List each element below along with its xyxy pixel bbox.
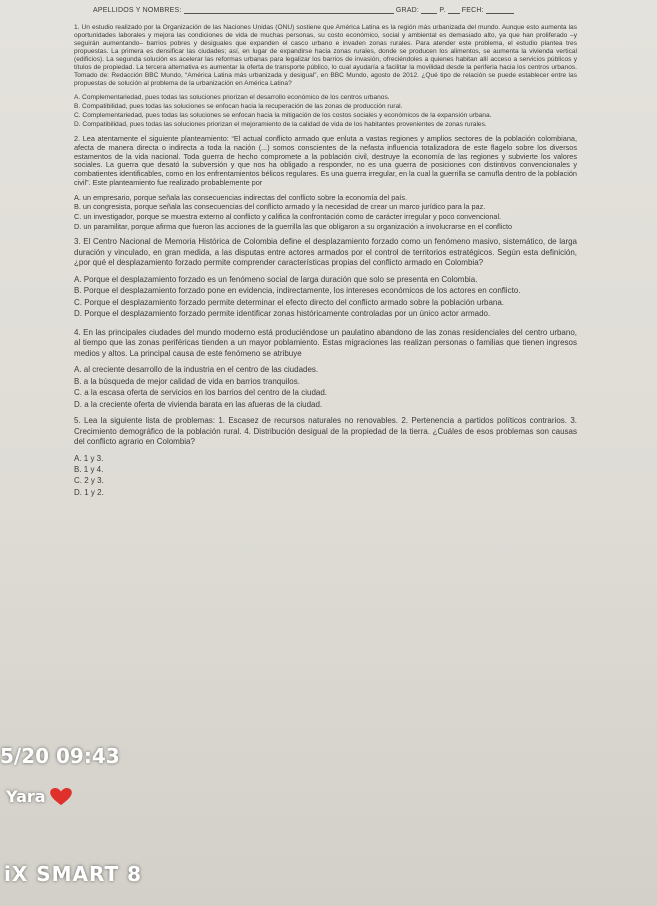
grade-blank	[421, 7, 437, 14]
option-c: C. Porque el desplazamiento forzado permite determinar el efecto directo del conflicto armado sobre la población urbana.	[74, 297, 505, 307]
question-4	[74, 328, 577, 411]
question-text: 1. Un estudio realizado por la Organización de las Naciones Unidas (ONU) sostiene que América Latina es la región más urbanizada del mundo. Aunque esto aumenta las oportunidades laborales y mejora las condiciones de vida de muchas personas, su costo económico, social y ambiental es demasiado alto, ya que han proliferado –y seguirán aumentando– barrios pobres y desiguales que expanden el casco urbano e invaden zonas rurales. Para atender este problema, el estudio plantea tres propuestas. La primera es densificar las ciudades; así, en lugar de expandirse hacia zonas rurales, donde se producen los alimentos, se aumenta la vivienda vertical (edificios). La segunda solución es acelerar las reformas urbanas para legalizar los barrios de invasión, ofreciéndoles a quienes habitan allí acceso a servicios públicos y títulos de propiedad. La tercera alternativa es aumentar la oferta de transporte público, lo cual ayudaría a facilitar la movilidad desde la periferia hacia los centros urbanos. Tomado de: Redacción BBC Mundo, “América Latina más urbanizada y desigual”, en BBC Mundo, agosto de 2012. ¿Qué tipo de relación se puede establecer entre las propuestas de solución al problema de la urbanización en América Latina?	[74, 24, 577, 87]
question-text: 2. Lea atentamente el siguiente planteamiento: “El actual conflicto armado que enluta a vastas regiones y amplios sectores de la población colombiana, afecta de manera directa o indirecta a toda la nación (...) somos conscientes de la nefasta influencia totalizadora de este flagelo sobre los diversos estamentos de la vida nacional. Toda guerra de hecho compromete a la población civil, destruye la economía de las regiones y subvierte los valores sociales. La guerra que desató la subversión y que nos ha obligado a responder, no es una guerra de posiciones con distintivos convencionales y combatientes identificables, como en los enfrentamientos bélicos regulares. Es una guerra irregular, en la cual la guerrilla se camufla dentro de la población civil”. Este planteamiento fue realizado probablemente por	[74, 134, 577, 187]
question-1	[74, 24, 577, 129]
option-d: D. Porque el desplazamiento forzado permite identificar zonas históricamente controladas por un único actor armado.	[74, 309, 491, 319]
option-b: B. un congresista, porque señala las consecuencias del conflicto armado y la necesidad de crear un marco jurídico para la paz.	[74, 202, 486, 212]
option-d: D. 1 y 2.	[74, 487, 104, 497]
options-list	[74, 275, 577, 320]
options-list	[74, 94, 577, 129]
options-list	[74, 194, 577, 231]
option-b: B. Porque el desplazamiento forzado pone en evidencia, indirectamente, los intereses económicos de los actores en conflicto.	[74, 286, 521, 296]
option-c: C. Complementariedad, pues todas las soluciones se enfocan hacia la mitigación de los costos sociales y económicos de la expansión urbana.	[74, 112, 492, 119]
photo-timestamp: 5/20 09:43	[0, 744, 120, 768]
option-a: A. 1 y 3.	[74, 453, 104, 463]
option-d: D. a la creciente oferta de vivienda barata en las afueras de la ciudad.	[74, 399, 323, 409]
questions-body	[74, 24, 577, 504]
name-blank	[184, 7, 394, 14]
options-list	[74, 365, 577, 410]
grade-label: GRAD:	[395, 7, 420, 14]
option-b: B. 1 y 4.	[74, 464, 104, 474]
option-b: B. Compatibilidad, pues todas las soluciones se enfocan hacia la recuperación de las zonas de producción rural.	[74, 103, 403, 110]
worksheet-header	[93, 7, 577, 14]
option-d: D. un paramilitar, porque afirma que fueron las acciones de la guerrilla las que obligaron a su organización a involucrarse en el conflicto	[74, 221, 513, 231]
question-5	[74, 416, 577, 498]
period-label: P.	[439, 7, 446, 14]
option-a: A. un empresario, porque señala las consecuencias indirectas del conflicto sobre la economía del país.	[74, 192, 408, 202]
date-blank	[486, 7, 514, 14]
option-d: D. Compatibilidad, pues todas las soluciones priorizan el mejoramiento de la calidad de vida de los habitantes provenientes de zonas rurales.	[74, 121, 487, 128]
period-blank	[448, 7, 460, 14]
question-text: 5. Lea la siguiente lista de problemas: 1. Escasez de recursos naturales no renovables. 2. Pertenencia a partidos políticos contrarios. 3. Crecimiento demográfico de la población rural. 4. Distribución desigual de la propiedad de la tierra. ¿Cuáles de esos problemas son causas del conflicto agrario en Colombia?	[74, 416, 577, 447]
question-text: 3. El Centro Nacional de Memoria Histórica de Colombia define el desplazamiento forzado como un fenómeno masivo, sistemático, de larga duración y vinculado, en gran medida, a las disputas entre actores armados por el control de territorios estratégicos. Según esta definición, ¿por qué el desplazamiento forzado permite comprender características propias del conflicto armado en Colombia?	[74, 237, 577, 268]
question-text: 4. En las principales ciudades del mundo moderno está produciéndose un paulatino abandono de las zonas residenciales del centro urbano, al tiempo que las zonas periféricas tienden a un mayor poblamiento. Estas migraciones las realizan personas o familias que tienen ingresos medios y altos. La principal causa de este fenómeno se atribuye	[74, 327, 577, 358]
option-c: C. un investigador, porque se muestra externo al conflicto y califica la confrontación como de carácter irregular y poco convencional.	[74, 211, 502, 221]
option-b: B. a la búsqueda de mejor calidad de vida en barrios tranquilos.	[74, 376, 300, 386]
owner-name: Yara	[6, 787, 46, 806]
camera-watermark: iX SMART 8	[4, 862, 143, 886]
option-a: A. Porque el desplazamiento forzado es un fenómeno social de larga duración que solo se presenta en Colombia.	[74, 274, 478, 284]
option-a: A. al creciente desarrollo de la industria en el centro de las ciudades.	[74, 365, 319, 375]
option-c: C. a la escasa oferta de servicios en los barrios del centro de la ciudad.	[74, 388, 328, 398]
options-list	[74, 454, 577, 498]
photo-owner-tag	[6, 787, 72, 806]
name-label: APELLIDOS Y NOMBRES:	[93, 7, 182, 14]
date-label: FECH:	[461, 7, 484, 14]
question-3	[74, 237, 577, 320]
option-a: A. Complementariedad, pues todas las soluciones priorizan el desarrollo económico de los centros urbanos.	[74, 94, 390, 101]
heart-icon	[50, 788, 72, 806]
question-2	[74, 135, 577, 231]
option-c: C. 2 y 3.	[74, 476, 104, 486]
